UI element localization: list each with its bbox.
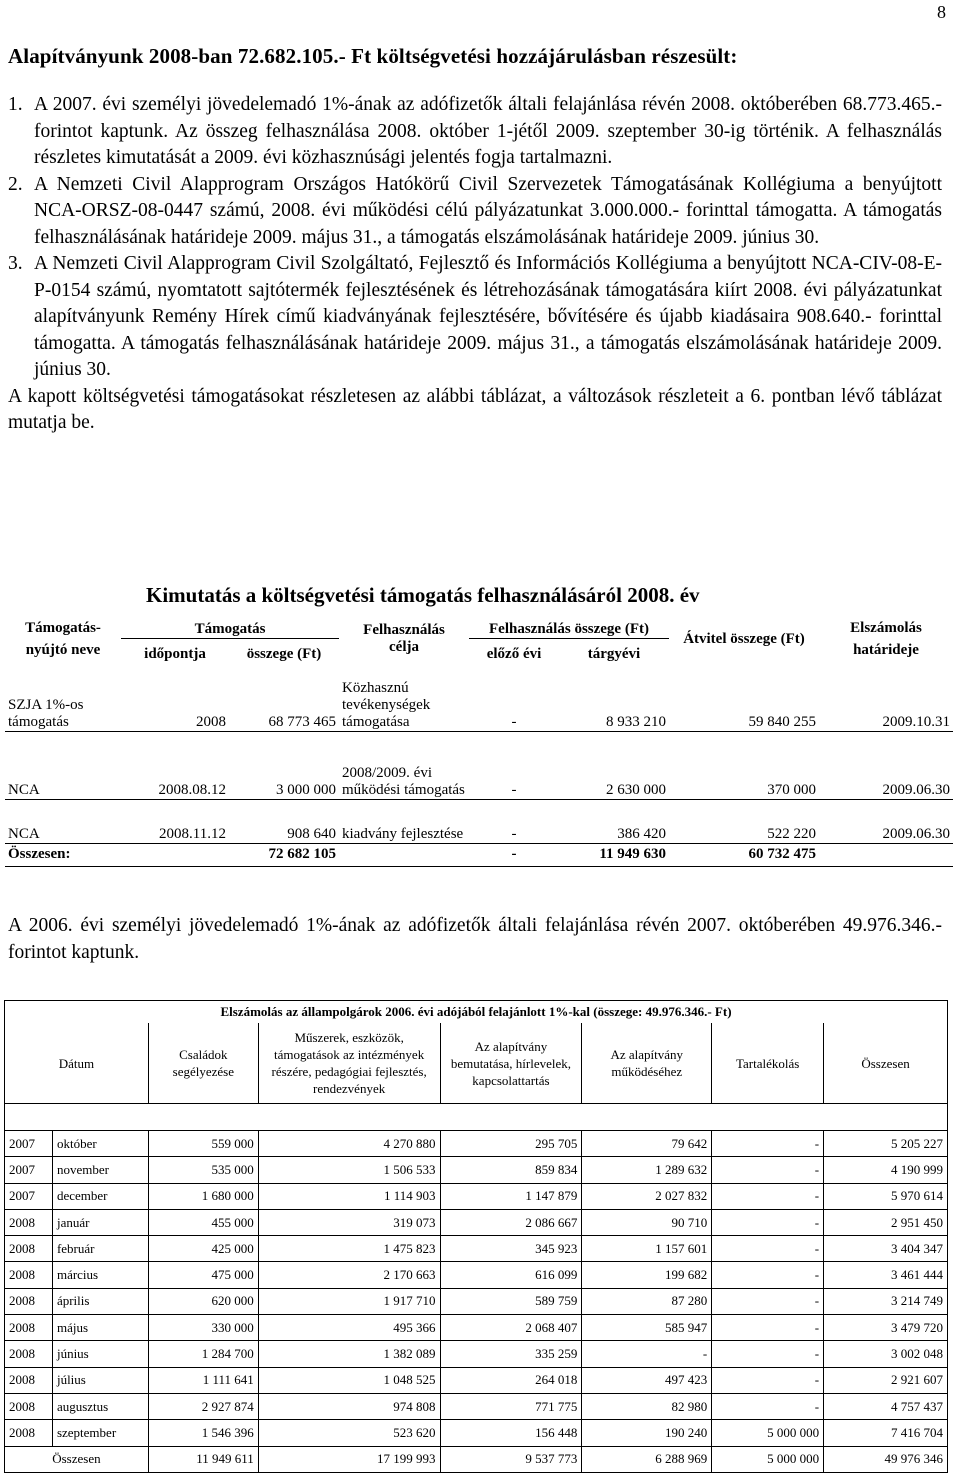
header-instruments: Műszerek, eszközök, támogatások az intézmények részére, pedagógiai fejlesztés, rendezvények [258,1023,440,1104]
presentation-cell: 2 068 407 [440,1315,582,1341]
month-cell: június [52,1341,148,1367]
total-row [5,1446,948,1472]
instruments-cell: 1 917 710 [258,1288,440,1314]
total-cell: 2 921 607 [824,1367,948,1393]
reserve-cell: - [712,1341,824,1367]
instruments-cell: 2 170 663 [258,1262,440,1288]
table-row [5,1262,948,1288]
reserve-cell: - [712,1157,824,1183]
total-cell: 11 949 611 [148,1446,258,1472]
operation-cell: 79 642 [582,1131,712,1157]
list-item-text: A Nemzeti Civil Alapprogram Országos Hatókörű Civil Szervezetek Támogatásának Kollégiuma a benyújtott NCA-ORSZ-08-0447 számú, 2008. évi működési célú pályázatunkat 3.000.000.- forinttal támogatta. A támogatás felhasználásának határideje 2009. május 31., a támogatás elszámolásának határideje 2009. június 30. [34,173,942,248]
year-cell: 2008 [5,1420,53,1446]
year-cell: 2008 [5,1393,53,1419]
purpose-cell: kiadvány fejlesztése [339,799,469,843]
total-cell: 5 205 227 [824,1131,948,1157]
families-cell: 455 000 [148,1209,258,1235]
reserve-cell: - [712,1367,824,1393]
families-cell: 1 284 700 [148,1341,258,1367]
year-cell: 2008 [5,1209,53,1235]
support-usage-table [5,614,953,867]
header-total: Összesen [824,1023,948,1104]
total-cell: 3 479 720 [824,1315,948,1341]
list-item-number: 2. [8,173,23,195]
reserve-cell: - [712,1131,824,1157]
presentation-cell: 616 099 [440,1262,582,1288]
total-label: Összesen [5,1446,149,1472]
list-item-number: 1. [8,94,23,115]
year-cell: 2008 [5,1262,53,1288]
header-purpose-2: célja [389,638,419,655]
instruments-cell: 1 506 533 [258,1157,440,1183]
year-cell: 2008 [5,1236,53,1262]
operation-cell: 2 027 832 [582,1183,712,1209]
total-prev: - [469,843,559,866]
operation-cell: 82 980 [582,1393,712,1419]
month-cell: szeptember [52,1420,148,1446]
operation-cell: 1 157 601 [582,1236,712,1262]
date-cell: 2008.08.12 [121,731,229,799]
month-cell: augusztus [52,1393,148,1419]
header-provider: Támogatás-nyújtó neve [25,619,101,658]
prev-cell: - [469,799,559,843]
families-cell: 425 000 [148,1236,258,1262]
prev-cell: - [469,663,559,731]
total-cell: 5 000 000 [712,1446,824,1472]
list-item [8,172,942,252]
header-families: Családok segélyezése [148,1023,258,1104]
instruments-cell: 974 808 [258,1393,440,1419]
operation-cell: 497 423 [582,1367,712,1393]
operation-cell: 87 280 [582,1288,712,1314]
table1-title: Kimutatás a költségvetési támogatás felhasználásáról 2008. év [146,583,700,607]
instruments-cell: 495 366 [258,1315,440,1341]
total-cell: 4 190 999 [824,1157,948,1183]
presentation-cell: 771 775 [440,1393,582,1419]
reserve-cell: - [712,1315,824,1341]
total-cell: 3 461 444 [824,1262,948,1288]
previous-year-paragraph: A 2006. évi személyi jövedelemadó 1%-ának az adófizetők általi felajánlása révén 2007. októberében 49.976.346.- forintot kaptunk. [8,915,942,963]
operation-cell: 199 682 [582,1262,712,1288]
operation-cell: 90 710 [582,1209,712,1235]
month-cell: január [52,1209,148,1235]
table-row [5,1288,948,1314]
families-cell: 1 111 641 [148,1367,258,1393]
presentation-cell: 295 705 [440,1131,582,1157]
section-heading: Alapítványunk 2008-ban 72.682.105.- Ft költségvetési hozzájárulásban részesült: [8,44,738,68]
summary-paragraph: A kapott költségvetési támogatásokat részletesen az alábbi táblázat, a változások részleteit a 6. pontban lévő táblázat mutatja be. [8,385,942,433]
header-reserve: Tartalékolás [712,1023,824,1104]
list-item-text: A 2007. évi személyi jövedelemadó 1%-ának az adófizetők általi felajánlása révén 2008. októberében 68.773.465.- forintot kaptunk. Az összeg felhasználása 2008. október 1-jétől 2009. szeptember 30-ig történik. A felhasználás részletes kimutatását a 2009. évi közhasznúsági jelentés fogja tartalmazni. [34,94,942,168]
carry-cell: 522 220 [669,799,819,843]
presentation-cell: 264 018 [440,1367,582,1393]
reserve-cell: - [712,1236,824,1262]
header-curr: tárgyévi [587,646,641,662]
accounting-table [4,1000,948,1473]
provider-cell: NCA [5,731,121,799]
month-cell: május [52,1315,148,1341]
purpose-cell: 2008/2009. évi működési támogatás [339,731,469,799]
purpose-cell: Közhasznú tevékenységek támogatása [339,663,469,731]
operation-cell: 190 240 [582,1420,712,1446]
instruments-cell: 1 475 823 [258,1236,440,1262]
header-date: Dátum [5,1023,149,1104]
total-row [5,843,953,866]
families-cell: 475 000 [148,1262,258,1288]
families-cell: 535 000 [148,1157,258,1183]
month-cell: április [52,1288,148,1314]
provider-cell: NCA [5,799,121,843]
header-usage: Felhasználás összege (Ft) [469,614,669,639]
list-item [8,251,942,384]
header-amount: összege (Ft) [246,646,322,662]
deadline-cell: 2009.06.30 [819,799,953,843]
month-cell: július [52,1367,148,1393]
total-cell: 2 951 450 [824,1209,948,1235]
year-cell: 2008 [5,1315,53,1341]
reserve-cell: - [712,1393,824,1419]
instruments-cell: 1 114 903 [258,1183,440,1209]
header-operation: Az alapítvány működéséhez [582,1023,712,1104]
presentation-cell: 589 759 [440,1288,582,1314]
carry-cell: 370 000 [669,731,819,799]
presentation-cell: 335 259 [440,1341,582,1367]
total-cell: 4 757 437 [824,1393,948,1419]
curr-cell: 2 630 000 [559,731,669,799]
year-cell: 2008 [5,1341,53,1367]
month-cell: február [52,1236,148,1262]
page-number: 8 [937,2,946,22]
month-cell: december [52,1183,148,1209]
instruments-cell: 523 620 [258,1420,440,1446]
table-row [5,1157,948,1183]
year-cell: 2008 [5,1288,53,1314]
total-cell: 7 416 704 [824,1420,948,1446]
families-cell: 1 680 000 [148,1183,258,1209]
year-cell: 2007 [5,1157,53,1183]
curr-cell: 8 933 210 [559,663,669,731]
presentation-cell: 345 923 [440,1236,582,1262]
families-cell: 2 927 874 [148,1393,258,1419]
table-row [5,1367,948,1393]
families-cell: 559 000 [148,1131,258,1157]
header-date: időpontja [144,646,206,662]
total-label: Összesen: [5,843,229,866]
header-presentation: Az alapítvány bemutatása, hírlevelek, kapcsolattartás [440,1023,582,1104]
date-cell: 2008.11.12 [121,799,229,843]
presentation-cell: 156 448 [440,1420,582,1446]
list-item-text: A Nemzeti Civil Alapprogram Civil Szolgáltató, Fejlesztő és Információs Kollégiuma a benyújtott NCA-CIV-08-E-P-0154 számú, nyomtatott sajtótermék fejlesztésének és létrehozásának támogatására kiírt 2008. évi pályázatunkat alapítványunk Remény Hírek című kiadványának fejlesztésére, bővítésére és újabb kiadásaira 908.640.- forinttal támogatta. A támogatás felhasználásának határideje 2009. május 31., a támogatás elszámolásának határideje 2009. június 30. [34,253,942,380]
list-item-number: 3. [8,253,23,274]
families-cell: 330 000 [148,1315,258,1341]
month-cell: november [52,1157,148,1183]
reserve-cell: - [712,1288,824,1314]
total-curr: 11 949 630 [559,843,669,866]
header-deadline: Elszámolás határideje [850,619,922,658]
instruments-cell: 319 073 [258,1209,440,1235]
total-cell: 3 214 749 [824,1288,948,1314]
table-row [5,1236,948,1262]
curr-cell: 386 420 [559,799,669,843]
deadline-cell: 2009.10.31 [819,663,953,731]
presentation-cell: 2 086 667 [440,1209,582,1235]
table-row [5,663,953,731]
operation-cell: 1 289 632 [582,1157,712,1183]
presentation-cell: 1 147 879 [440,1183,582,1209]
prev-cell: - [469,731,559,799]
table-row [5,1315,948,1341]
families-cell: 620 000 [148,1288,258,1314]
header-support: Támogatás [121,614,339,639]
provider-cell: SZJA 1%-os támogatás [5,663,121,731]
month-cell: október [52,1131,148,1157]
operation-cell: 585 947 [582,1315,712,1341]
date-cell: 2008 [121,663,229,731]
year-cell: 2008 [5,1367,53,1393]
header-prev: előző évi [486,646,542,662]
support-list [8,92,942,437]
list-item [8,92,942,172]
table-row [5,1341,948,1367]
table-row [5,1420,948,1446]
amount-cell: 908 640 [229,799,339,843]
instruments-cell: 1 382 089 [258,1341,440,1367]
total-cell: 17 199 993 [258,1446,440,1472]
reserve-cell: - [712,1183,824,1209]
total-cell: 3 404 347 [824,1236,948,1262]
operation-cell: - [582,1341,712,1367]
reserve-cell: - [712,1262,824,1288]
reserve-cell: 5 000 000 [712,1420,824,1446]
total-cell: 49 976 346 [824,1446,948,1472]
families-cell: 1 546 396 [148,1420,258,1446]
total-amount: 72 682 105 [229,843,339,866]
total-cell: 5 970 614 [824,1183,948,1209]
table2-caption: Elszámolás az állampolgárok 2006. évi adójából felajánlott 1%-kal (összege: 49.976.346.- Ft) [5,1001,948,1024]
total-carry: 60 732 475 [669,843,819,866]
carry-cell: 59 840 255 [669,663,819,731]
month-cell: március [52,1262,148,1288]
header-carry: Átvitel összege (Ft) [683,630,805,647]
presentation-cell: 859 834 [440,1157,582,1183]
table-row [5,1131,948,1157]
year-cell: 2007 [5,1131,53,1157]
table-row [5,1393,948,1419]
table-row [5,731,953,799]
instruments-cell: 4 270 880 [258,1131,440,1157]
amount-cell: 68 773 465 [229,663,339,731]
instruments-cell: 1 048 525 [258,1367,440,1393]
header-purpose: Felhasználás [363,621,445,638]
total-cell: 9 537 773 [440,1446,582,1472]
table-row [5,1183,948,1209]
table-row [5,1209,948,1235]
reserve-cell: - [712,1209,824,1235]
year-cell: 2007 [5,1183,53,1209]
amount-cell: 3 000 000 [229,731,339,799]
table-row [5,799,953,843]
total-cell: 6 288 969 [582,1446,712,1472]
total-cell: 3 002 048 [824,1341,948,1367]
deadline-cell: 2009.06.30 [819,731,953,799]
